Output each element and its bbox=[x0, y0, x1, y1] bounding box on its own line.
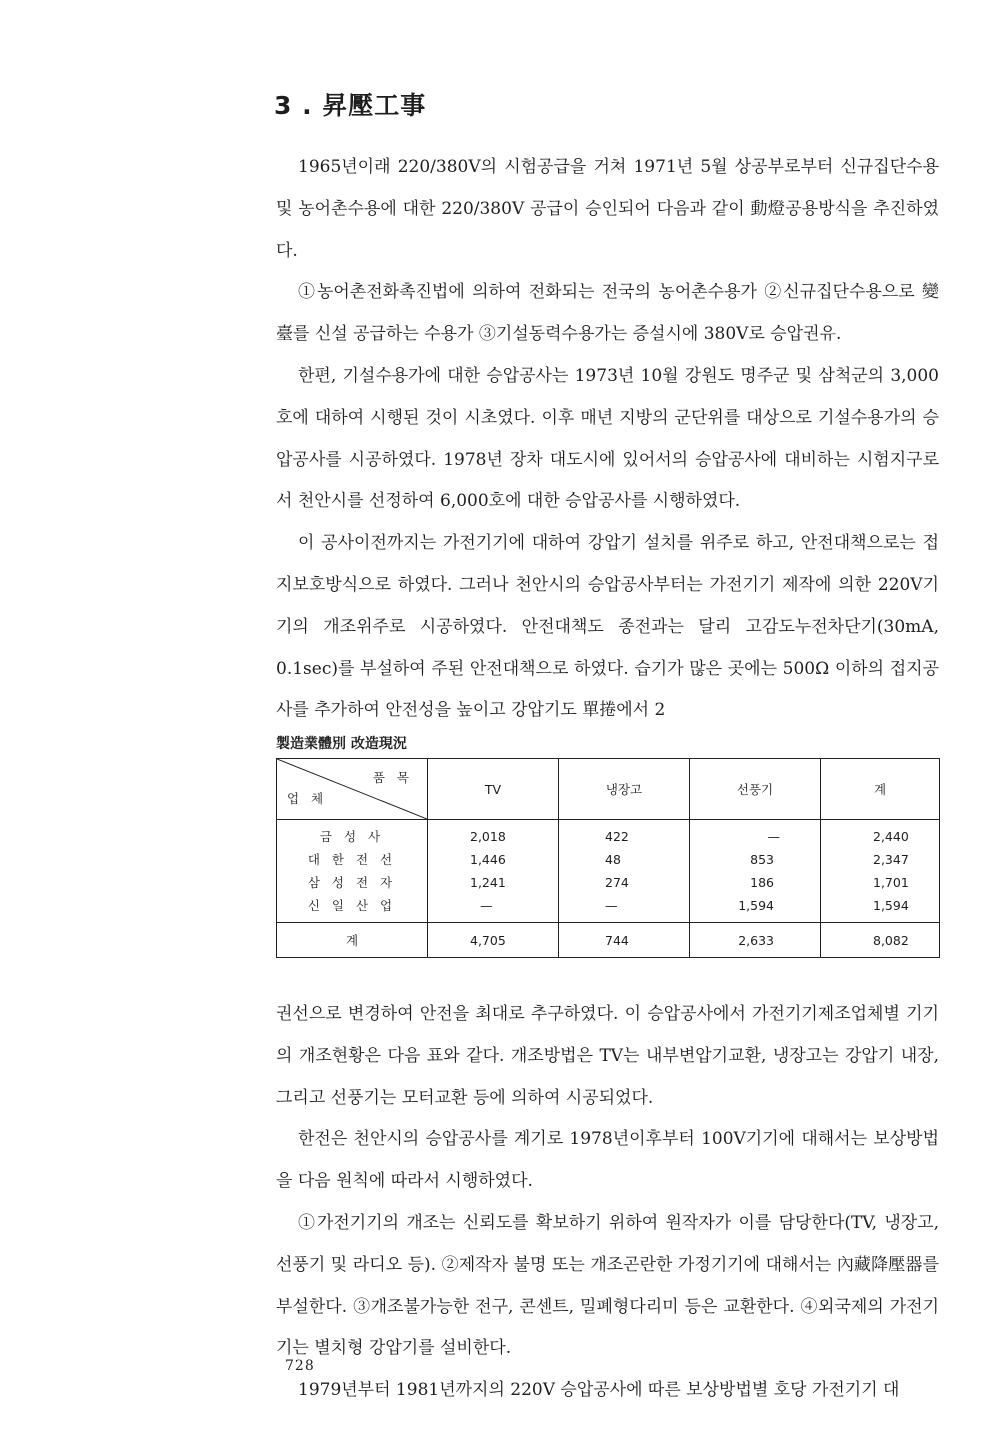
table-cell: 1,594 bbox=[873, 898, 909, 913]
paragraph: 이 공사이전까지는 가전기기에 대하여 강압기 설치를 위주로 하고, 안전대책으로는 접지보호방식으로 하였다. 그러나 천안시의 승압공사부터는 가전기기 제작에 의한 220V기기의 개조위주로 시공하였다. 안전대책도 종전과는 달리 고감도누전차단기(30mA, 0.1sec)를 부설하여 주된 안전대책으로 하였다. 습기가 많은 곳에는 500Ω 이하의 접지공사를 추가하여 안전성을 높이고 강압기도 單捲에서 2 bbox=[276, 533, 939, 721]
table-header-row bbox=[277, 759, 940, 820]
table-cell: — bbox=[605, 898, 618, 913]
company-name: 신 일 산 업 bbox=[307, 898, 397, 913]
total-refrigerator: 744 bbox=[559, 923, 690, 958]
company-name: 대 한 전 선 bbox=[307, 852, 397, 867]
table-cell: 1,701 bbox=[873, 875, 909, 890]
total-sum: 8,082 bbox=[821, 923, 940, 958]
fan-column bbox=[690, 820, 821, 923]
column-header-tv: TV bbox=[428, 759, 559, 820]
body-text-after-table bbox=[276, 994, 939, 1412]
paragraph: 한편, 기설수용가에 대한 승압공사는 1973년 10월 강원도 명주군 및 삼척군의 3,000호에 대하여 시행된 것이 시초였다. 이후 매년 지방의 군단위를 대상으로 기설수용가의 승압공사를 시공하였다. 1978년 장차 대도시에 있어서의 승압공사에 대비하는 시험지구로서 천안시를 선정하여 6,000호에 대한 승압공사를 시행하였다. bbox=[276, 365, 939, 512]
table-cell: 2,018 bbox=[470, 829, 506, 844]
paragraph: 1979년부터 1981년까지의 220V 승압공사에 따른 보상방법별 호당 가전기기 대 bbox=[298, 1380, 900, 1401]
paragraph: 1965년이래 220/380V의 시험공급을 거쳐 1971년 5월 상공부로부터 신규집단수용 및 농어촌수용에 대한 220/380V 공급이 승인되어 다음과 같이 動燈공용방식을 추진하였다. bbox=[276, 157, 939, 261]
table-cell: 853 bbox=[750, 852, 774, 867]
table-cell: 1,446 bbox=[470, 852, 506, 867]
company-name: 삼 성 전 자 bbox=[307, 875, 397, 890]
table-body-row bbox=[277, 820, 940, 923]
corner-label-items: 품 목 bbox=[372, 770, 413, 785]
sum-column bbox=[821, 820, 940, 923]
company-name: 금 성 사 bbox=[319, 829, 385, 844]
corner-label-companies: 업 체 bbox=[287, 791, 328, 806]
company-column bbox=[277, 820, 428, 923]
tv-column bbox=[428, 820, 559, 923]
table-cell: 2,440 bbox=[873, 829, 909, 844]
refrigerator-column bbox=[559, 820, 690, 923]
total-tv: 4,705 bbox=[428, 923, 559, 958]
column-header-fan: 선풍기 bbox=[690, 759, 821, 820]
column-header-refrigerator: 냉장고 bbox=[559, 759, 690, 820]
paragraph: ①가전기기의 개조는 신뢰도를 확보하기 위하여 원작자가 이를 담당한다(TV, 냉장고, 선풍기 및 라디오 등). ②제작자 불명 또는 개조곤란한 가정기기에 대해서는 內藏降壓器를 부설한다. ③개조불가능한 전구, 콘센트, 밀폐형다리미 등은 교환한다. ④외국제의 가전기기는 별치형 강압기를 설비한다. bbox=[276, 1212, 939, 1359]
page-number: 728 bbox=[285, 1358, 315, 1374]
paragraph: ①농어촌전화촉진법에 의하여 전화되는 전국의 농어촌수용가 ②신규집단수용으로 變臺를 신설 공급하는 수용가 ③기설동력수용가는 증설시에 380V로 승압권유. bbox=[276, 282, 939, 345]
section-heading: 3 . 昇壓工事 bbox=[274, 91, 427, 120]
body-text-before-table bbox=[276, 147, 939, 732]
table-cell: 1,241 bbox=[470, 875, 506, 890]
paragraph: 권선으로 변경하여 안전을 최대로 추구하였다. 이 승압공사에서 가전기기제조업체별 기기의 개조현황은 다음 표와 같다. 개조방법은 TV는 내부변압기교환, 냉장고는 강압기 내장, 그리고 선풍기는 모터교환 등에 의하여 시공되었다. bbox=[276, 1004, 939, 1108]
table-cell: — bbox=[767, 829, 780, 844]
table-cell: — bbox=[480, 898, 493, 913]
table-cell: 1,594 bbox=[738, 898, 774, 913]
table-corner-cell bbox=[277, 759, 428, 820]
table-cell: 186 bbox=[750, 875, 774, 890]
total-fan: 2,633 bbox=[690, 923, 821, 958]
table-cell: 48 bbox=[605, 852, 621, 867]
paragraph: 한전은 천안시의 승압공사를 계기로 1978년이후부터 100V기기에 대해서는 보상방법을 다음 원칙에 따라서 시행하였다. bbox=[276, 1129, 939, 1192]
table-cell: 422 bbox=[605, 829, 629, 844]
column-header-sum: 계 bbox=[821, 759, 940, 820]
table-cell: 274 bbox=[605, 875, 629, 890]
conversion-status-table bbox=[276, 758, 940, 958]
total-label: 계 bbox=[277, 923, 428, 958]
table-title: 製造業體別 改造現況 bbox=[276, 736, 407, 752]
table-total-row bbox=[277, 923, 940, 958]
table-cell: 2,347 bbox=[873, 852, 909, 867]
